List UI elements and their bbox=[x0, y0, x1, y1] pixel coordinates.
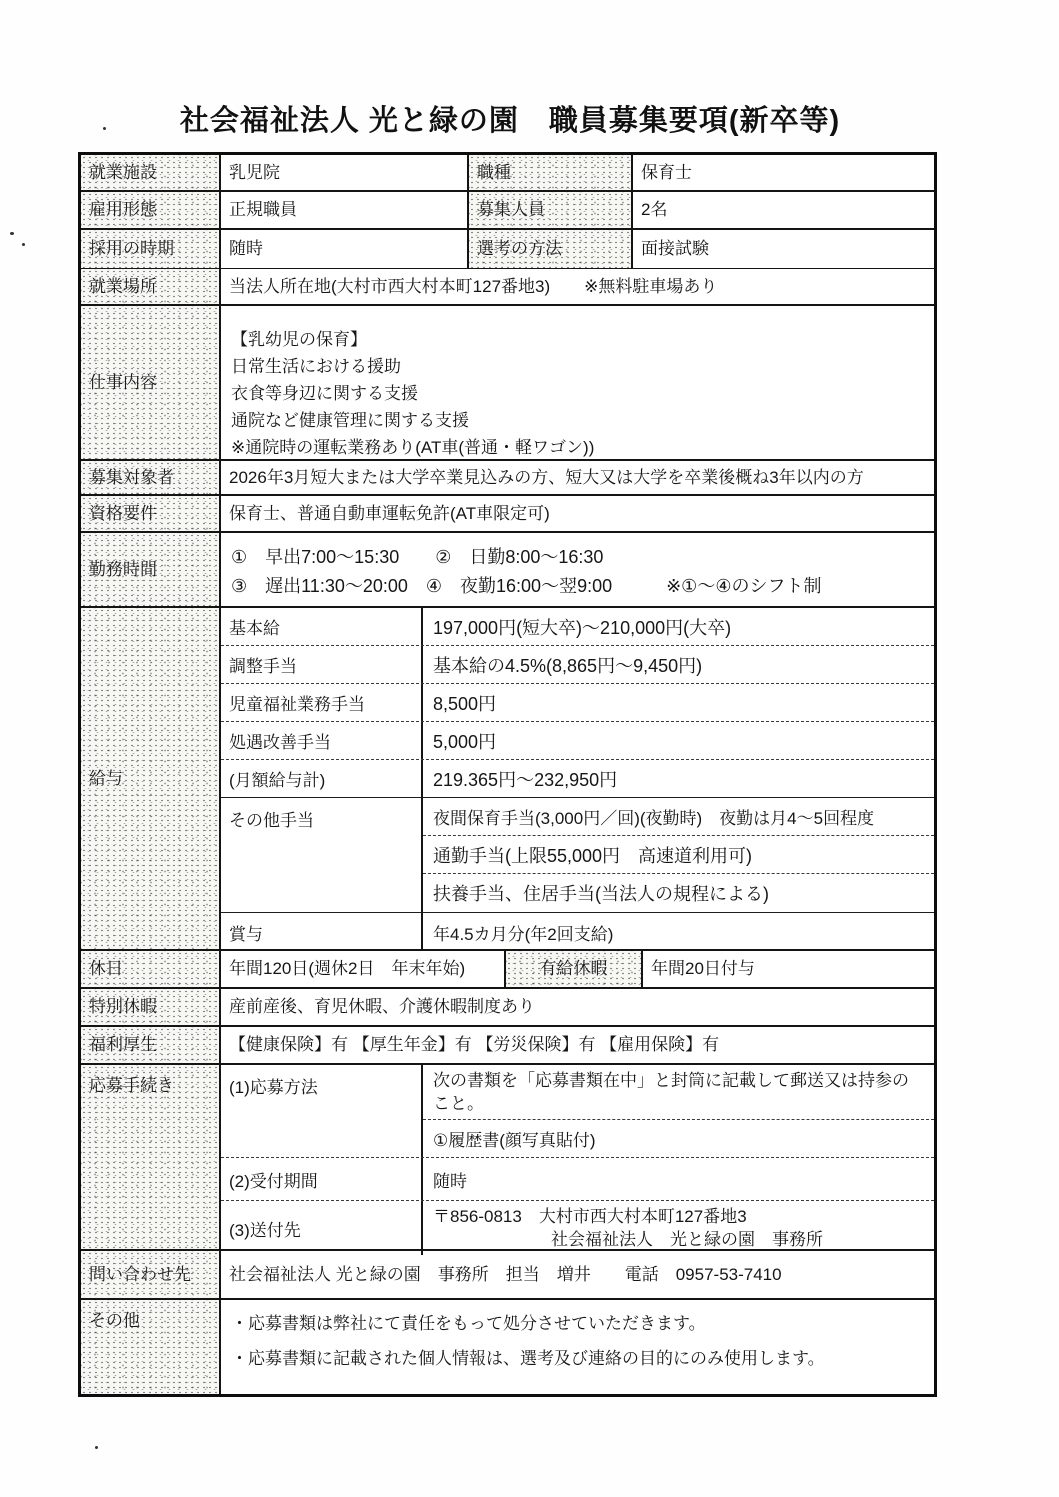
label-paid-leave: 有給休暇 bbox=[506, 951, 643, 987]
label-contact: 問い合わせ先 bbox=[81, 1251, 221, 1298]
label-mailing-address: (3)送付先 bbox=[221, 1201, 423, 1255]
job-description-line: 衣食等身辺に関する支援 bbox=[231, 384, 418, 403]
label-other-notes: その他 bbox=[81, 1300, 221, 1394]
page-title: 社会福祉法人 光と緑の園 職員募集要項(新卒等) bbox=[179, 105, 841, 137]
label-special-leave: 特別休暇 bbox=[81, 989, 221, 1025]
table-row bbox=[81, 1027, 934, 1065]
table-row bbox=[81, 496, 934, 533]
other-note-line: ・応募書類は弊社にて責任をもって処分させていただきます。 bbox=[231, 1314, 706, 1333]
label-treatment-improvement-allowance: 処遇改善手当 bbox=[221, 722, 423, 759]
table-row bbox=[81, 533, 934, 608]
value-contact: 社会福祉法人 光と緑の園 事務所 担当 増井 電話 0957-53-7410 bbox=[229, 1264, 782, 1284]
working-hours-line: ③ 遅出11:30～20:00 ④ 夜勤16:00～翌9:00 ※①～④のシフト制 bbox=[231, 576, 822, 596]
value-bonus: 年4.5カ月分(年2回支給) bbox=[433, 924, 614, 944]
table-row bbox=[81, 230, 934, 269]
application-section bbox=[81, 1065, 934, 1251]
value-working-hours bbox=[221, 533, 934, 606]
table-row bbox=[81, 155, 934, 192]
label-bonus: 賞与 bbox=[221, 913, 423, 951]
value-treatment-improvement-allowance: 5,000円 bbox=[433, 731, 497, 752]
table-row bbox=[81, 306, 934, 461]
value-child-welfare-allowance: 8,500円 bbox=[433, 693, 497, 714]
table-row bbox=[81, 461, 934, 496]
label-child-welfare-allowance: 児童福祉業務手当 bbox=[221, 684, 423, 721]
application-address-row bbox=[221, 1201, 934, 1255]
value-special-leave: 産前産後、育児休暇、介護休暇制度あり bbox=[229, 997, 535, 1017]
scan-speck bbox=[95, 1446, 98, 1449]
job-description-line: 【乳幼児の保育】 bbox=[231, 330, 367, 349]
other-notes bbox=[221, 1300, 934, 1394]
application-document-resume: ①履歴書(顔写真貼付) bbox=[433, 1131, 596, 1150]
other-allowances-list bbox=[423, 798, 934, 912]
salary-row-bonus bbox=[221, 913, 934, 951]
label-application-period: (2)受付期間 bbox=[221, 1158, 423, 1200]
value-work-location: 当法人所在地(大村市西大村本町127番地3) ※無料駐車場あり bbox=[229, 276, 718, 296]
label-hiring-period: 採用の時期 bbox=[81, 230, 221, 268]
value-job-description bbox=[221, 306, 934, 459]
job-description-line: 通院など健康管理に関する支援 bbox=[231, 411, 469, 430]
salary-subtable bbox=[221, 608, 934, 949]
label-qualifications: 資格要件 bbox=[81, 496, 221, 531]
application-method-row bbox=[221, 1065, 934, 1158]
job-description-line: ※通院時の運転業務あり(AT車(普通・軽ワゴン)) bbox=[231, 438, 595, 457]
value-qualifications: 保育士、普通自動車運転免許(AT車限定可) bbox=[229, 503, 550, 523]
value-application-period: 随時 bbox=[433, 1171, 467, 1191]
value-openings: 2名 bbox=[641, 200, 668, 220]
value-job-type: 保育士 bbox=[641, 162, 692, 182]
salary-row bbox=[221, 646, 934, 684]
value-paid-leave: 年間20日付与 bbox=[651, 959, 755, 979]
salary-row bbox=[221, 684, 934, 722]
value-adjustment-allowance: 基本給の4.5%(8,865円～9,450円) bbox=[433, 655, 703, 676]
value-holidays: 年間120日(週休2日 年末年始) bbox=[221, 951, 506, 987]
mailing-address bbox=[423, 1201, 934, 1255]
application-method-details bbox=[423, 1065, 934, 1157]
label-employment-type: 雇用形態 bbox=[81, 192, 221, 228]
table-row bbox=[81, 192, 934, 230]
scan-speck bbox=[10, 232, 14, 235]
application-subtable bbox=[221, 1065, 934, 1249]
label-working-hours: 勤務時間 bbox=[81, 533, 221, 606]
application-period-row bbox=[221, 1158, 934, 1201]
value-target-applicants: 2026年3月短大または大学卒業見込みの方、短大又は大学を卒業後概ね3年以内の方 bbox=[229, 467, 864, 487]
other-allowance-item: 夜間保育手当(3,000円／回)(夜勤時) 夜勤は月4～5回程度 bbox=[423, 798, 934, 836]
scan-speck bbox=[22, 243, 25, 246]
salary-row-other-allowances bbox=[221, 798, 934, 913]
other-allowance-item: 通勤手当(上限55,000円 高速道利用可) bbox=[423, 836, 934, 875]
label-selection-method: 選考の方法 bbox=[469, 230, 633, 268]
label-application-method: (1)応募方法 bbox=[221, 1065, 423, 1157]
label-other-allowances: その他手当 bbox=[221, 798, 423, 912]
job-description-line: 日常生活における援助 bbox=[231, 357, 401, 376]
label-benefits: 福利厚生 bbox=[81, 1027, 221, 1063]
value-selection-method: 面接試験 bbox=[641, 239, 709, 259]
label-base-salary: 基本給 bbox=[221, 608, 423, 645]
label-job-type: 職種 bbox=[469, 155, 633, 190]
salary-row bbox=[221, 608, 934, 646]
salary-section bbox=[81, 608, 934, 951]
other-note-line: ・応募書類に記載された個人情報は、選考及び連絡の目的にのみ使用します。 bbox=[231, 1349, 825, 1368]
label-adjustment-allowance: 調整手当 bbox=[221, 646, 423, 683]
label-facility: 就業施設 bbox=[81, 155, 221, 190]
table-row bbox=[81, 1300, 934, 1394]
label-work-location: 就業場所 bbox=[81, 269, 221, 304]
mailing-address-line: 〒856-0813 大村市西大村本町127番地3 bbox=[433, 1207, 747, 1226]
label-job-description: 仕事内容 bbox=[81, 306, 221, 459]
table-row bbox=[81, 951, 934, 989]
label-target-applicants: 募集対象者 bbox=[81, 461, 221, 494]
table-row bbox=[81, 989, 934, 1027]
value-base-salary: 197,000円(短大卒)～210,000円(大卒) bbox=[433, 617, 732, 638]
value-hiring-period: 随時 bbox=[221, 230, 469, 268]
application-method-note: 次の書類を「応募書類在中」と封筒に記載して郵送又は持参のこと。 bbox=[423, 1065, 934, 1120]
working-hours-line: ① 早出7:00～15:30 ② 日勤8:00～16:30 bbox=[231, 547, 604, 567]
label-openings: 募集人員 bbox=[469, 192, 633, 228]
value-benefits: 【健康保険】有 【厚生年金】有 【労災保険】有 【雇用保険】有 bbox=[229, 1035, 720, 1055]
table-row bbox=[81, 269, 934, 306]
label-salary: 給与 bbox=[81, 608, 221, 949]
label-application-procedure: 応募手続き bbox=[81, 1065, 221, 1249]
salary-row bbox=[221, 722, 934, 760]
label-holidays: 休日 bbox=[81, 951, 221, 987]
label-monthly-total: (月額給与計) bbox=[221, 760, 423, 797]
table-row bbox=[81, 1251, 934, 1300]
recruitment-table bbox=[78, 152, 937, 1397]
mailing-address-line: 社会福祉法人 光と緑の園 事務所 bbox=[551, 1230, 823, 1249]
value-facility: 乳児院 bbox=[221, 155, 469, 190]
value-monthly-total: 219.365円～232,950円 bbox=[433, 769, 618, 790]
other-allowance-item: 扶養手当、住居手当(当法人の規程による) bbox=[433, 884, 769, 905]
salary-row bbox=[221, 760, 934, 798]
value-employment-type: 正規職員 bbox=[221, 192, 469, 228]
